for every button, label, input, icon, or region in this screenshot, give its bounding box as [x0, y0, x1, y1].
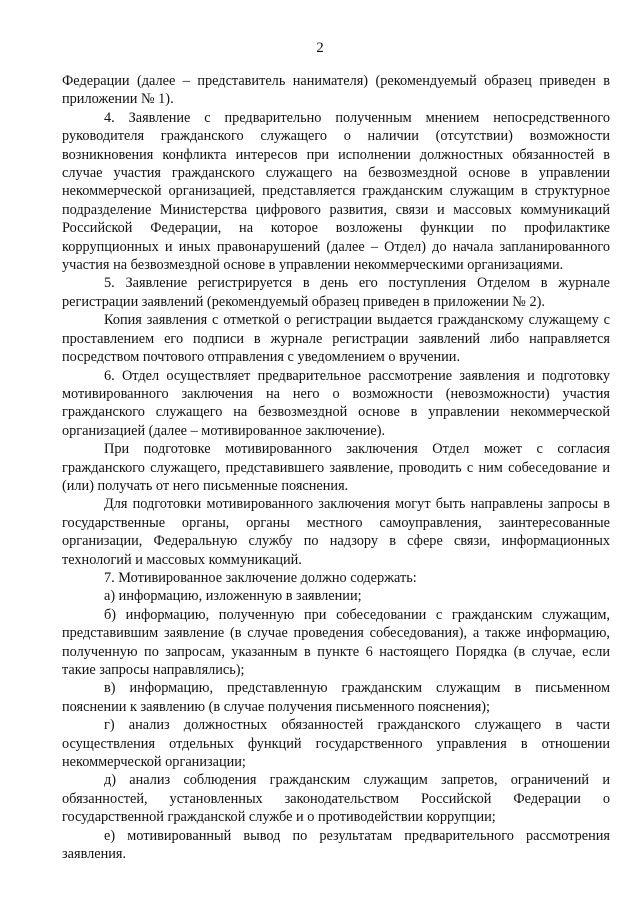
page-number: 2 [316, 40, 324, 56]
document-body [62, 72, 610, 863]
subitem-e: е) мотивированный вывод по результатам предварительного рассмотрения заявления. [62, 827, 610, 863]
subitem-a: а) информацию, изложенную в заявлении; [104, 588, 362, 605]
subitem-b: б) информацию, полученную при собеседовании с гражданским служащим, представившим заявление (в случае проведения собеседования), а также информацию, полученную по запросам, указанным в пункте 6 настоящего Порядка (в случае, если такие запросы направлялись); [62, 606, 610, 678]
paragraph-continuation: Федерации (далее – представитель нанимателя) (рекомендуемый образец приведен в приложении № 1). [62, 73, 610, 108]
paragraph-item-4: 4. Заявление с предварительно полученным мнением непосредственного руководителя гражданского служащего о наличии (отсутствии) возможности возникновения конфликта интересов при исполнении должностных обязанностей в случае участия гражданского служащего на безвозмездной основе в управлении некоммерческой организацией, представляется гражданским служащим в структурное подразделение Министерства цифрового развития, связи и массовых коммуникаций Российской Федерации, на которое возложены функции по профилактике коррупционных и иных правонарушений (далее – Отдел) до начала запланированного участия на безвозмездной основе в управлении некоммерческими организациями. [62, 109, 610, 274]
paragraph-item-7: 7. Мотивированное заключение должно содержать: [104, 569, 417, 586]
paragraph-item-5: 5. Заявление регистрируется в день его поступления Отделом в журнале регистрации заявлений (рекомендуемый образец приведен в приложении № 2). [62, 275, 610, 310]
paragraph-item-6: 6. Отдел осуществляет предварительное рассмотрение заявления и подготовку мотивированного заключения на него о возможности (невозможности) участия гражданского служащего на безвозмездной основе в управлении некоммерческой организацией (далее – мотивированное заключение). [62, 367, 610, 439]
paragraph-interview: При подготовке мотивированного заключения Отдел может с согласия гражданского служащего, представившего заявление, проводить с ним собеседование и (или) получать от него письменные пояснения. [62, 441, 610, 494]
paragraph-requests: Для подготовки мотивированного заключения могут быть направлены запросы в государственные органы, органы местного самоуправления, заинтересованные организации, Федеральную службу по надзору в сфере связи, информационных технологий и массовых коммуникаций. [62, 496, 610, 568]
paragraph-copy-registration: Копия заявления с отметкой о регистрации выдается гражданскому служащему с проставлением его подписи в журнале регистрации заявлений либо направляется посредством почтового отправления с уведомлением о вручении. [62, 312, 610, 366]
subitem-v: в) информацию, представленную гражданским служащим в письменном пояснении к заявлению (в случае получения письменного пояснения); [62, 680, 610, 715]
subitem-d: д) анализ соблюдения гражданским служащим запретов, ограничений и обязанностей, установленных законодательством Российской Федерации о государственной гражданской службе и о противодействии коррупции; [62, 772, 610, 826]
subitem-g: г) анализ должностных обязанностей гражданского служащего в части осуществления отдельных функций государственного управления в отношении некоммерческой организации; [62, 717, 610, 771]
